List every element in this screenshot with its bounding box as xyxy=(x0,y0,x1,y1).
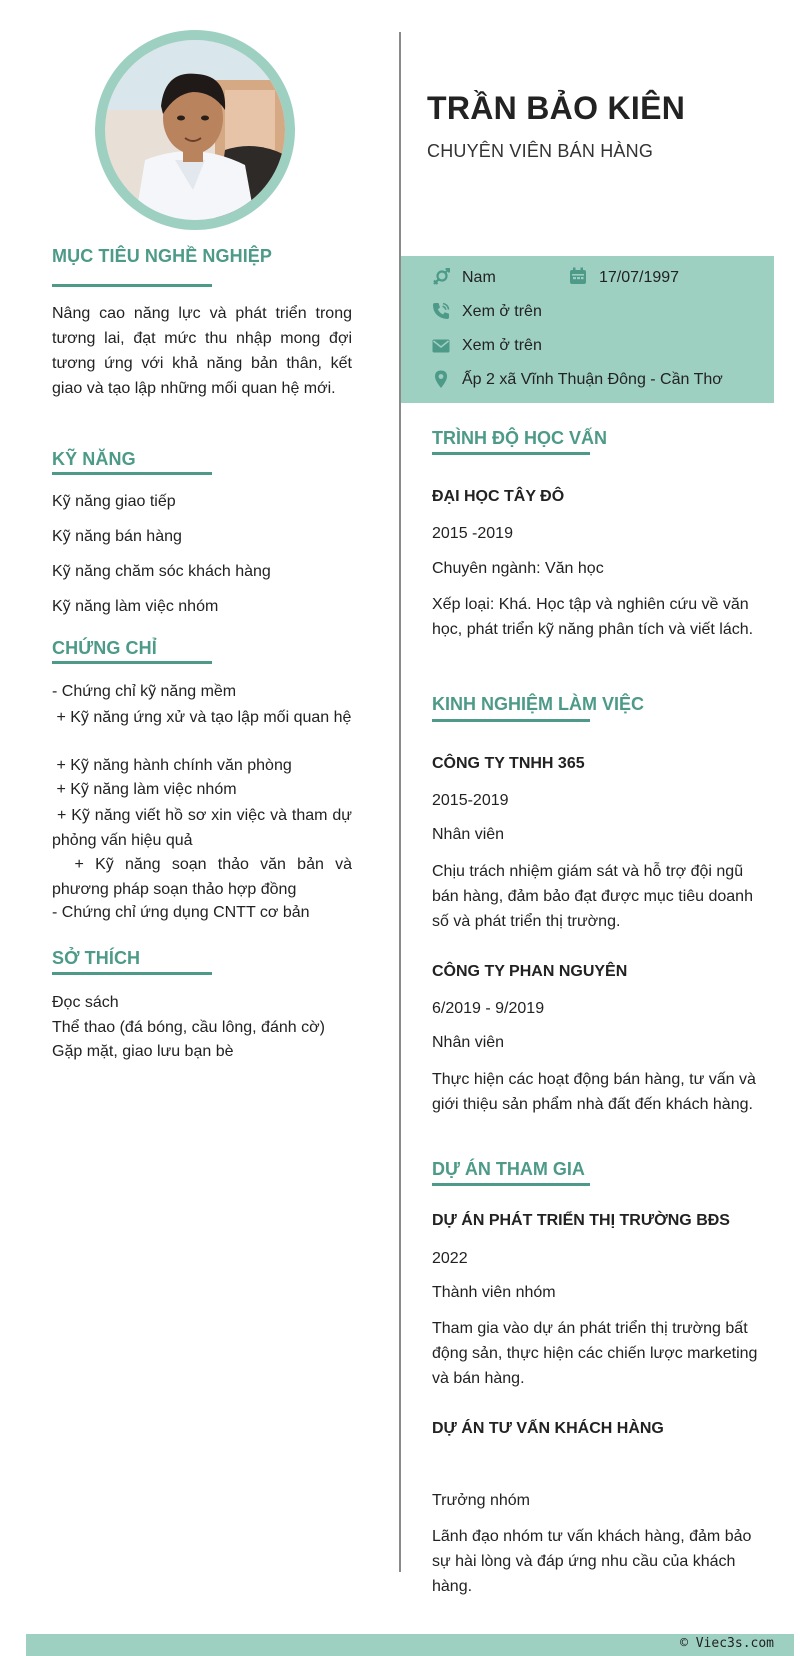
certificate-line: - Chứng chỉ kỹ năng mềm xyxy=(52,683,237,700)
skill-item: Kỹ năng chăm sóc khách hàng xyxy=(52,563,271,580)
candidate-position: CHUYÊN VIÊN BÁN HÀNG xyxy=(427,141,654,161)
calendar-icon xyxy=(568,266,588,286)
project-description: Lãnh đạo nhóm tư vấn khách hàng, đảm bảo sự hài lòng và đáp ứng nhu cầu của khách hàng. xyxy=(432,1528,752,1595)
hobby-item: Đọc sách xyxy=(52,994,119,1011)
certificate-line: + Kỹ năng hành chính văn phòng xyxy=(52,757,292,774)
education-rule xyxy=(432,452,590,455)
gender-icon xyxy=(431,267,451,287)
job-company: CÔNG TY PHAN NGUYÊN xyxy=(432,963,628,980)
hobby-item: Thể thao (đá bóng, cầu lông, đánh cờ) xyxy=(52,1019,325,1036)
birthdate-value: 17/07/1997 xyxy=(599,269,680,286)
certificates-title: CHỨNG CHỈ xyxy=(52,638,157,658)
email-icon xyxy=(431,336,451,356)
education-description: Xếp loại: Khá. Học tập và nghiên cứu về văn học, phát triển kỹ năng phân tích và viết lách. xyxy=(432,596,754,638)
job-role: Nhân viên xyxy=(432,1034,505,1051)
project-role: Trưởng nhóm xyxy=(432,1492,530,1509)
job-role: Nhân viên xyxy=(432,826,505,843)
candidate-name: TRẦN BẢO KIÊN xyxy=(427,90,686,126)
job-period: 6/2019 - 9/2019 xyxy=(432,1000,545,1017)
certificate-line: + Kỹ năng viết hồ sơ xin việc và tham dự phỏng vấn hiệu quả xyxy=(52,807,357,849)
project-name: DỰ ÁN PHÁT TRIỂN THỊ TRƯỜNG BĐS xyxy=(432,1212,730,1229)
phone-icon xyxy=(431,301,451,321)
objective-rule xyxy=(52,284,212,287)
job-description: Thực hiện các hoạt động bán hàng, tư vấn và giới thiệu sản phẩm nhà đất đến khách hàng. xyxy=(432,1071,756,1113)
certificate-line: - Chứng chỉ ứng dụng CNTT cơ bản xyxy=(52,904,310,921)
hobbies-rule xyxy=(52,972,212,975)
projects-title: DỰ ÁN THAM GIA xyxy=(432,1159,585,1179)
project-description: Tham gia vào dự án phát triển thị trường bất động sản, thực hiện các chiến lược marketing và bán hàng. xyxy=(432,1320,758,1387)
avatar-photo xyxy=(105,40,285,220)
projects-rule xyxy=(432,1183,590,1186)
certificate-line: + Kỹ năng làm việc nhóm xyxy=(52,781,237,798)
education-major: Chuyên ngành: Văn học xyxy=(432,560,604,577)
job-description: Chịu trách nhiệm giám sát và hỗ trợ đội ngũ bán hàng, đảm bảo đạt được mục tiêu doanh số và phát triển thị trường. xyxy=(432,863,753,930)
skill-item: Kỹ năng bán hàng xyxy=(52,528,182,545)
address-value: Ấp 2 xã Vĩnh Thuận Đông - Cần Thơ xyxy=(462,371,723,388)
skills-rule xyxy=(52,472,212,475)
experience-title: KINH NGHIỆM LÀM VIỆC xyxy=(432,694,645,714)
phone-value: Xem ở trên xyxy=(462,303,542,320)
hobbies-title: SỞ THÍCH xyxy=(52,948,141,968)
education-title: TRÌNH ĐỘ HỌC VẤN xyxy=(432,428,607,448)
education-period: 2015 -2019 xyxy=(432,525,513,542)
skills-title: KỸ NĂNG xyxy=(52,449,136,469)
certificates-rule xyxy=(52,661,212,664)
education-school: ĐẠI HỌC TÂY ĐÔ xyxy=(432,488,565,505)
hobby-item: Gặp mặt, giao lưu bạn bè xyxy=(52,1043,234,1060)
footer-credit: © Viec3s.com xyxy=(680,1636,774,1651)
certificate-line: + Kỹ năng soạn thảo văn bản và phương pháp soạn thảo hợp đồng xyxy=(52,856,357,898)
location-icon xyxy=(431,369,451,389)
project-year: 2022 xyxy=(432,1250,468,1267)
gender-value: Nam xyxy=(462,269,496,286)
avatar xyxy=(105,40,285,220)
objective-text: Nâng cao năng lực và phát triển trong tương lai, đạt mức thu nhập mong đợi tương ứng với khả năng bản thân, kết giao và tạo lập những mối quan hệ mới. xyxy=(52,305,352,397)
project-role: Thành viên nhóm xyxy=(432,1284,556,1301)
skill-item: Kỹ năng làm việc nhóm xyxy=(52,598,219,615)
certificate-line: + Kỹ năng ứng xử và tạo lập mối quan hệ xyxy=(52,709,352,726)
job-period: 2015-2019 xyxy=(432,792,509,809)
experience-rule xyxy=(432,719,590,722)
footer-bar xyxy=(26,1634,794,1656)
skill-item: Kỹ năng giao tiếp xyxy=(52,493,176,510)
project-name: DỰ ÁN TƯ VẤN KHÁCH HÀNG xyxy=(432,1420,664,1437)
objective-title: MỤC TIÊU NGHỀ NGHIỆP xyxy=(52,246,273,266)
job-company: CÔNG TY TNHH 365 xyxy=(432,755,585,772)
email-value: Xem ở trên xyxy=(462,337,542,354)
